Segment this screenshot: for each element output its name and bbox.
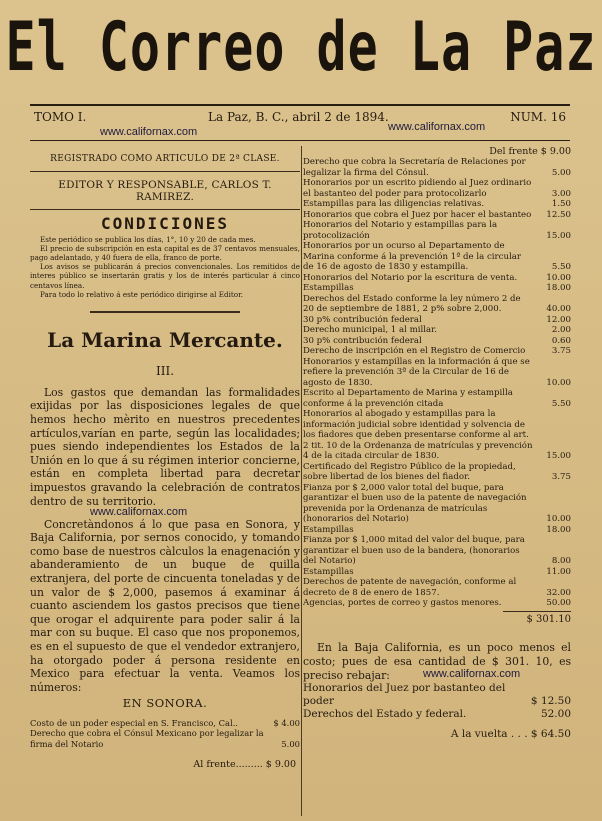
subhead-sonora: EN SONORA. — [122, 696, 208, 711]
entry-amount: 3.75 — [551, 346, 571, 357]
entry-text: Derechos del Estado conforme la ley número 2 de 20 de septiembre de 1881, 2 p% sobre 2,000. — [303, 293, 521, 315]
entry-amount: 2.00 — [551, 325, 571, 336]
cost-entry — [303, 178, 571, 199]
cost-entry — [303, 483, 571, 525]
divider — [30, 209, 300, 210]
left-column — [30, 150, 300, 770]
article-title: La Marina Mercante. — [47, 328, 283, 353]
entry-amount: 50.00 — [546, 598, 571, 609]
editor-line: EDITOR Y RESPONSABLE, CARLOS T. RAMIREZ. — [58, 179, 272, 203]
issue-number: NUM. 16 — [510, 110, 566, 124]
section-number: III. — [155, 364, 175, 379]
entry-text: Derecho que cobra el Cónsul Mexicano por legalizar la firma del Notario — [30, 728, 264, 749]
conditions-title: CONDICIONES — [101, 214, 229, 234]
cost-entry — [303, 535, 571, 567]
place-date: La Paz, B. C., abril 2 de 1894. — [208, 110, 389, 124]
entry-amount: $ 4.00 — [273, 717, 300, 728]
entry-amount: 5.50 — [551, 262, 571, 273]
entry-text: 30 p% contribución federal — [303, 335, 422, 346]
entry-text: Estampillas — [303, 283, 354, 294]
cost-entry — [303, 567, 571, 578]
entry-text: Agencias, portes de correo y gastos menores. — [303, 598, 502, 609]
column-divider — [301, 146, 302, 816]
cost-entry — [303, 283, 571, 294]
entry-amount: 12.50 — [546, 209, 571, 220]
entry-text: Honorarios del Notario por la escritura de venta. — [303, 272, 518, 283]
cost-entry — [303, 273, 571, 284]
cost-entry — [303, 577, 571, 598]
entry-text: Costo de un poder especial en S. Francisco, Cal.. — [30, 717, 239, 728]
entry-amount: 15.00 — [546, 230, 571, 241]
cost-entry — [303, 388, 571, 409]
entry-amount: 40.00 — [546, 304, 571, 315]
cost-entry — [303, 315, 571, 326]
entry-amount: 1.50 — [551, 199, 571, 210]
cost-entry — [30, 728, 300, 749]
issue-info — [30, 110, 570, 126]
entry-amount: 10.00 — [546, 272, 571, 283]
cost-entry — [303, 336, 571, 347]
entry-text: Fianza por $ 2,000 valor total del buque, para garantizar el buen uso de la patente de navegación prevenida por la Ordenanza de matrículas (honorarios del Notario) — [303, 482, 527, 525]
cost-entry — [303, 409, 571, 462]
entry-amount: 10.00 — [546, 514, 571, 525]
entry-amount: 11.00 — [546, 566, 571, 577]
condition-line: Este periódico se publica los días, 1°, 10 y 20 de cada mes. — [40, 234, 256, 244]
entry-text: Derecho de inscripción en el Registro de Comercio — [303, 346, 526, 357]
cost-entry — [303, 294, 571, 315]
cost-entry — [303, 525, 571, 536]
entry-text: Estampillas para las diligencias relativas. — [303, 199, 485, 210]
condition-line: El precio de subscripción en esta capital es de 37 centavos mensuales, pago adelantado, y 40 fuera de ella, franco de porte. — [30, 243, 300, 263]
entry-amount: 52.00 — [540, 708, 571, 721]
cost-entry — [303, 199, 571, 210]
entry-amount: 18.00 — [546, 283, 571, 294]
entry-amount: 5.00 — [281, 738, 300, 749]
entry-text: Honorarios al abogado y estampillas para la información judicial sobre identidad y solvencia de los fiadores que deben presentarse conforme al art. 2 tit. 10 de la Ordenanza de matrículas y prevención 4 de la citada circular de 1830. — [303, 409, 533, 462]
cost-entry — [303, 325, 571, 336]
entry-text: Honorarios que cobra el Juez por hacer el bastanteo — [303, 209, 532, 220]
entry-text: Fianza por $ 1,000 mitad del valor del buque, para garantizar el buen uso de la bandera, (honorarios del Notario) — [303, 535, 525, 567]
entry-amount: 12.00 — [546, 314, 571, 325]
entry-text: Escrito al Departamento de Marina y estampilla conforme á la prevención citada — [303, 388, 513, 409]
entry-amount: $ 12.50 — [530, 695, 571, 708]
info-rule — [30, 140, 570, 141]
cost-total: $ 301.10 — [503, 611, 571, 625]
entry-text: Honorarios por un escrito pidiendo al Juez ordinario el bastanteo del poder para protocolizarlo — [303, 178, 532, 199]
watermark-link[interactable]: www.californax.com — [423, 668, 521, 681]
entry-amount: 32.00 — [546, 587, 571, 598]
condition-line: Para todo lo relativo á este periódico dirigirse al Editor. — [40, 289, 244, 299]
cost-entry — [303, 157, 571, 178]
brought-forward: Del frente $ 9.00 — [489, 146, 571, 157]
entry-text: Derechos de patente de navegación, conforme al decreto de 8 de enero de 1857. — [303, 577, 517, 598]
registration-note: REGISTRADO COMO ARTICULO DE 2ª CLASE. — [50, 154, 280, 164]
cost-entry — [303, 210, 571, 221]
entry-text: Derechos del Estado y federal. — [303, 708, 467, 721]
entry-amount: 18.00 — [546, 524, 571, 535]
cost-entry — [303, 346, 571, 357]
entry-text: Derecho que cobra la Secretaría de Relaciones por legalizar la firma del Cónsul. — [303, 157, 526, 178]
entry-text: 30 p% contribución federal — [303, 314, 422, 325]
entry-text: Honorarios por un ocurso al Departamento de Marina conforme á la prevención 1ª de la circular de 16 de agosto de 1830 y estampilla. — [303, 241, 521, 273]
cost-entry — [303, 462, 571, 483]
cost-entry — [30, 718, 300, 728]
entry-text: Derecho municipal, 1 al millar. — [303, 325, 438, 336]
entry-amount: 5.00 — [551, 167, 571, 178]
carry-over: A la vuelta . . . $ 64.50 — [450, 728, 571, 741]
rebate-entry — [303, 682, 571, 708]
top-rule — [30, 104, 570, 106]
divider — [30, 171, 300, 172]
carry-forward: Al frente......... $ 9.00 — [193, 758, 296, 770]
entry-amount: 10.00 — [546, 377, 571, 388]
rebate-entry — [303, 708, 571, 721]
baja-paragraph: En la Baja California, es un poco menos el costo; pues de esa cantidad de $ 301. 10, es preciso rebajar: — [303, 641, 571, 682]
divider — [90, 311, 240, 313]
entry-amount: 3.75 — [551, 472, 571, 483]
condition-line: Los avisos se publicarán á precios convencionales. Los remitidos de interes público se insertarán gratis y los de interés particular á cinco centavos línea. — [30, 262, 300, 290]
cost-entry — [303, 241, 571, 273]
tomo-label: TOMO I. — [34, 110, 87, 124]
entry-amount: 5.50 — [551, 398, 571, 409]
cost-entry — [303, 357, 571, 389]
entry-text: Honorarios del Juez por bastanteo del poder — [303, 682, 506, 708]
right-column — [303, 146, 571, 741]
entry-text: Estampillas — [303, 524, 354, 535]
watermark-link[interactable]: www.californax.com — [90, 506, 188, 519]
masthead-title: El Correo de La Paz — [5, 8, 597, 87]
cost-entry — [303, 220, 571, 241]
entry-text: Honorarios del Notario y estampillas para la protocolización — [303, 220, 498, 241]
cost-entry — [303, 598, 571, 609]
entry-amount: 3.00 — [551, 188, 571, 199]
entry-text: Honorarios y estampillas en la información á que se refiere la prevención 3ª de la Circular de 16 de agosto de 1830. — [303, 356, 530, 388]
paragraph-2: Concretàndonos á lo que pasa en Sonora, y Baja California, por sernos conocido, y tomando como base de nuestros càlculos la enagenación y abanderamiento de un buque de quilla extranjera, del porte de cincuenta toneladas y de un valor de $ 2,000, pasemos á examinar á cuanto asciendem los gastos precisos que tiene que orogar el adquirente para poder salir á la mar con su buque. El caso que nos proponemos, es en el supuesto de que el vendedor extranjero, ha otorgado poder á persona residente en Mexico para efectuar la venta. Veamos los números: — [30, 517, 300, 694]
watermark-link[interactable]: www.californax.com — [388, 121, 486, 133]
entry-amount: 15.00 — [546, 451, 571, 462]
paragraph-1: Los gastos que demandan las formalidades exijidas por las disposiciones legales de que hemos hecho mèrito en nuestros precedentes artículos,varían en parte, según las localidades; pues siendo independientes los Estados de la Unión en lo que á su régimen interior concierne, están en completa libertad para decretar impuestos gravando la celebración de contratos dentro de su territorio. — [30, 385, 300, 508]
entry-amount: 0.60 — [551, 335, 571, 346]
entry-text: Certificado del Registro Público de la propiedad, sobre libertad de los bienes del fiador. — [303, 461, 516, 483]
entry-text: Estampillas — [303, 566, 354, 577]
entry-amount: 8.00 — [551, 556, 571, 567]
watermark-link[interactable]: www.californax.com — [100, 126, 198, 138]
